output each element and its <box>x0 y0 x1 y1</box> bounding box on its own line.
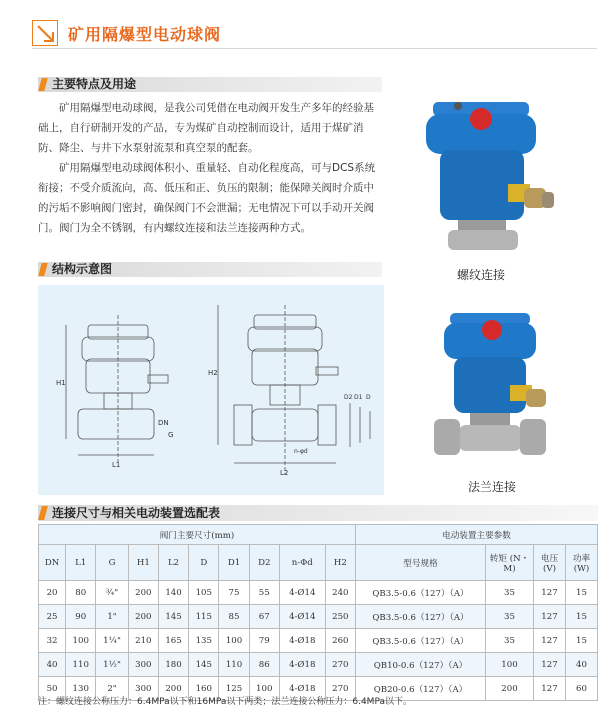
table-cell: 100 <box>66 629 96 653</box>
l1-label: L1 <box>112 461 121 469</box>
g-label: G <box>168 431 174 439</box>
col-header: 功率 (W) <box>566 545 598 581</box>
table-cell: QB3.5-0.6（127）（A） <box>356 605 486 629</box>
section-mark-icon <box>38 78 47 91</box>
footnote: 注：螺纹连接公称压力：6.4MPa以下和16MPa以下两类；法兰连接公称压力：6.4MPa以下。 <box>38 697 412 707</box>
table-cell: 270 <box>325 653 355 677</box>
table-cell: 25 <box>39 605 66 629</box>
table-cell: 32 <box>39 629 66 653</box>
section-label: 结构示意图 <box>52 262 113 276</box>
table-row <box>39 653 598 677</box>
table-cell: 2" <box>96 677 128 701</box>
table-cell: 90 <box>66 605 96 629</box>
h2-label: H2 <box>208 369 218 377</box>
table-cell: 200 <box>158 677 188 701</box>
col-header: 电压 (V) <box>534 545 566 581</box>
table-cell: 300 <box>128 677 158 701</box>
table-cell: 125 <box>219 677 249 701</box>
table-row <box>39 629 598 653</box>
table-cell: 240 <box>325 581 355 605</box>
table-cell: 40 <box>39 653 66 677</box>
table-row <box>39 581 598 605</box>
col-header: G <box>96 545 128 581</box>
col-header: D <box>189 545 219 581</box>
flanged-connection-label: 法兰连接 <box>468 480 517 494</box>
dn-label: DN <box>158 419 169 427</box>
table-cell: 35 <box>486 581 534 605</box>
table-cell: 86 <box>249 653 279 677</box>
col-header: L2 <box>158 545 188 581</box>
table-cell: 145 <box>189 653 219 677</box>
table-cell: 1¼" <box>96 629 128 653</box>
page-title: 矿用隔爆型电动球阀 <box>68 25 222 44</box>
table-cell: 4-Ø14 <box>279 581 325 605</box>
divider <box>32 48 597 49</box>
table-cell: 85 <box>219 605 249 629</box>
col-header: 转矩 (N・M) <box>486 545 534 581</box>
table-cell: 300 <box>128 653 158 677</box>
table-cell: 4-Ø18 <box>279 629 325 653</box>
table-cell: 200 <box>128 605 158 629</box>
table-cell: QB3.5-0.6（127）（A） <box>356 581 486 605</box>
table-cell: 200 <box>486 677 534 701</box>
col-header: DN <box>39 545 66 581</box>
threaded-connection-label: 螺纹连接 <box>457 268 506 282</box>
group-header-actuator: 电动装置主要参数 <box>356 525 598 545</box>
table-cell: 4-Ø18 <box>279 677 325 701</box>
col-header: D1 <box>219 545 249 581</box>
table-cell: QB3.5-0.6（127）（A） <box>356 629 486 653</box>
col-header: 型号规格 <box>356 545 486 581</box>
table-cell: 79 <box>249 629 279 653</box>
group-header-valve: 阀门主要尺寸(mm) <box>39 525 356 545</box>
section-mark-icon <box>38 506 48 520</box>
spec-table <box>38 524 598 701</box>
section-mark-icon <box>38 263 47 276</box>
d1-label: D1 <box>354 394 363 401</box>
paragraph-2: 矿用隔爆型电动球阀体积小、重量轻、自动化程度高，可与DCS系统衔接；不受介质流向，高、低压和正、负压的限制；能保障关阀时介质中的污垢不影响阀门密封，确保阀门不会泄漏；无电情况下可以手动开关阀门。阀门为全不锈钢，有内螺纹连接和法兰连接两种方式。 <box>38 162 376 234</box>
h1-label: H1 <box>56 379 66 387</box>
table-cell: 4-Ø18 <box>279 653 325 677</box>
table-cell: QB10-0.6（127）（A） <box>356 653 486 677</box>
table-cell: 270 <box>325 677 355 701</box>
table-cell: 165 <box>158 629 188 653</box>
table-cell: 67 <box>249 605 279 629</box>
section-header-diagram <box>38 262 382 277</box>
table-cell: ¾" <box>96 581 128 605</box>
table-cell: 210 <box>128 629 158 653</box>
table-row <box>39 605 598 629</box>
table-cell: 127 <box>534 605 566 629</box>
d-label: D <box>366 394 371 401</box>
table-cell: 110 <box>219 653 249 677</box>
section-header-table <box>38 505 598 521</box>
structure-diagram <box>38 285 384 495</box>
col-header: H2 <box>325 545 355 581</box>
table-cell: 15 <box>566 629 598 653</box>
d2-label: D2 <box>344 394 353 401</box>
section-label: 连接尺寸与相关电动装置选配表 <box>52 506 221 520</box>
table-cell: 100 <box>249 677 279 701</box>
table-cell: 127 <box>534 653 566 677</box>
table-cell: 250 <box>325 605 355 629</box>
nd-label: n-φd <box>294 448 308 455</box>
table-cell: 80 <box>66 581 96 605</box>
table-cell: 35 <box>486 605 534 629</box>
table-cell: 55 <box>249 581 279 605</box>
table-cell: 140 <box>158 581 188 605</box>
table-cell: 127 <box>534 581 566 605</box>
section-header-features <box>38 77 382 92</box>
arrow-icon <box>32 20 58 46</box>
table-cell: QB20-0.6（127）（A） <box>356 677 486 701</box>
table-cell: 100 <box>486 653 534 677</box>
l2-label: L2 <box>280 469 289 477</box>
table-cell: 110 <box>66 653 96 677</box>
col-header: n-Φd <box>279 545 325 581</box>
table-cell: 75 <box>219 581 249 605</box>
col-header: D2 <box>249 545 279 581</box>
title-bar <box>20 16 600 50</box>
table-cell: 105 <box>189 581 219 605</box>
paragraph-1: 矿用隔爆型电动球阀，是我公司凭借在电动阀开发生产多年的经验基础上，自行研制开发的产品，专为煤矿自动控制而设计，适用于煤矿消防、降尘、与井下水泵射流泵和真空泵的配套。 <box>38 102 374 154</box>
table-cell: 200 <box>128 581 158 605</box>
table-cell: 15 <box>566 605 598 629</box>
table-cell: 1½" <box>96 653 128 677</box>
col-header: L1 <box>66 545 96 581</box>
table-cell: 35 <box>486 629 534 653</box>
table-cell: 135 <box>189 629 219 653</box>
table-cell: 180 <box>158 653 188 677</box>
col-header: H1 <box>128 545 158 581</box>
table-cell: 20 <box>39 581 66 605</box>
table-cell: 127 <box>534 629 566 653</box>
table-cell: 127 <box>534 677 566 701</box>
table-cell: 15 <box>566 581 598 605</box>
table-cell: 100 <box>219 629 249 653</box>
table-cell: 60 <box>566 677 598 701</box>
table-cell: 260 <box>325 629 355 653</box>
table-cell: 130 <box>66 677 96 701</box>
table-cell: 145 <box>158 605 188 629</box>
table-cell: 4-Ø14 <box>279 605 325 629</box>
table-cell: 160 <box>189 677 219 701</box>
table-cell: 1" <box>96 605 128 629</box>
table-cell: 50 <box>39 677 66 701</box>
table-cell: 40 <box>566 653 598 677</box>
section-label: 主要特点及用途 <box>52 77 137 91</box>
table-cell: 115 <box>189 605 219 629</box>
